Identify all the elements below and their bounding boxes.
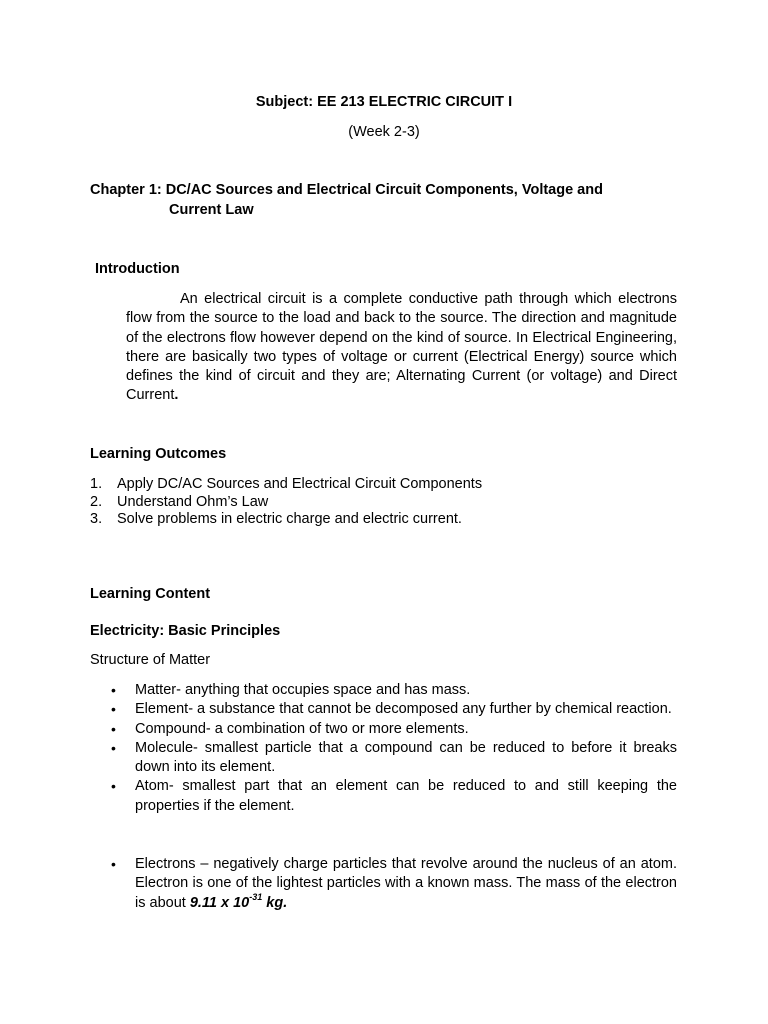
electrons-list xyxy=(111,855,677,913)
introduction-body: An electrical circuit is a complete conductive path through which electrons flow from the source to the load and back to the source. The direction and magnitude of the electrons flow however depend on the kind of source. In Electrical Engineering, there are basically two types of voltage or current (Electrical Energy) source which defines the kind of circuit and they are; Alternating Current (or voltage) and Direct Current xyxy=(126,291,677,404)
list-item xyxy=(90,476,690,494)
learning-outcomes-heading: Learning Outcomes xyxy=(90,446,227,462)
list-item xyxy=(111,681,677,700)
definitions-list xyxy=(111,681,677,816)
structure-of-matter-label: Structure of Matter xyxy=(90,652,211,668)
introduction-heading: Introduction xyxy=(95,261,180,277)
bullet-icon: • xyxy=(111,720,116,737)
list-text: Element- a substance that cannot be decomposed any further by chemical reaction. xyxy=(135,701,672,718)
chapter-title-line2: Current Law xyxy=(169,202,254,218)
list-text: Understand Ohm’s Law xyxy=(117,493,269,510)
bullet-icon: • xyxy=(111,682,116,698)
list-text: Compound- a combination of two or more elements. xyxy=(135,720,469,737)
list-number: 1. xyxy=(90,476,103,492)
list-text: Matter- anything that occupies space and has mass. xyxy=(135,682,471,698)
learning-content-heading: Learning Content xyxy=(90,586,211,602)
list-text: Atom- smallest part that an element can be reduced to and still keeping the properties if the element. xyxy=(135,778,677,814)
bullet-icon: • xyxy=(111,701,116,718)
list-item xyxy=(111,700,677,719)
electrons-text: Electrons – negatively charge particles that revolve around the nucleus of an atom. Electron is one of the lightest particles with a known mass. The mass of the electron is about xyxy=(135,856,677,911)
bullet-icon: • xyxy=(111,739,116,756)
list-number: 2. xyxy=(90,493,103,510)
learning-outcomes-list xyxy=(90,476,690,529)
list-item xyxy=(111,739,677,778)
list-item xyxy=(90,511,690,529)
list-text xyxy=(135,855,677,913)
list-text: Apply DC/AC Sources and Electrical Circuit Components xyxy=(117,476,483,492)
bullet-icon: • xyxy=(111,856,116,872)
subject-title: Subject: EE 213 ELECTRIC CIRCUIT I xyxy=(255,94,513,110)
list-text: Solve problems in electric charge and electric current. xyxy=(117,511,462,528)
list-item xyxy=(111,855,677,913)
list-item xyxy=(111,720,677,739)
electron-mass-base: 9.11 x 10 xyxy=(189,894,250,911)
chapter-title-line1: Chapter 1: DC/AC Sources and Electrical Circuit Components, Voltage and xyxy=(90,182,603,198)
electron-mass-exponent: -31 xyxy=(249,891,263,902)
list-item xyxy=(90,494,690,512)
electron-mass-unit: kg. xyxy=(262,894,288,911)
basic-principles-heading: Electricity: Basic Principles xyxy=(90,623,281,639)
bullet-icon: • xyxy=(111,778,116,795)
list-item xyxy=(111,777,677,816)
introduction-end-mark: . xyxy=(174,387,179,404)
week-label: (Week 2-3) xyxy=(348,124,420,140)
list-number: 3. xyxy=(90,511,103,528)
list-text: Molecule- smallest particle that a compound can be reduced to before it breaks down into its element. xyxy=(135,739,677,776)
introduction-paragraph xyxy=(126,290,677,406)
